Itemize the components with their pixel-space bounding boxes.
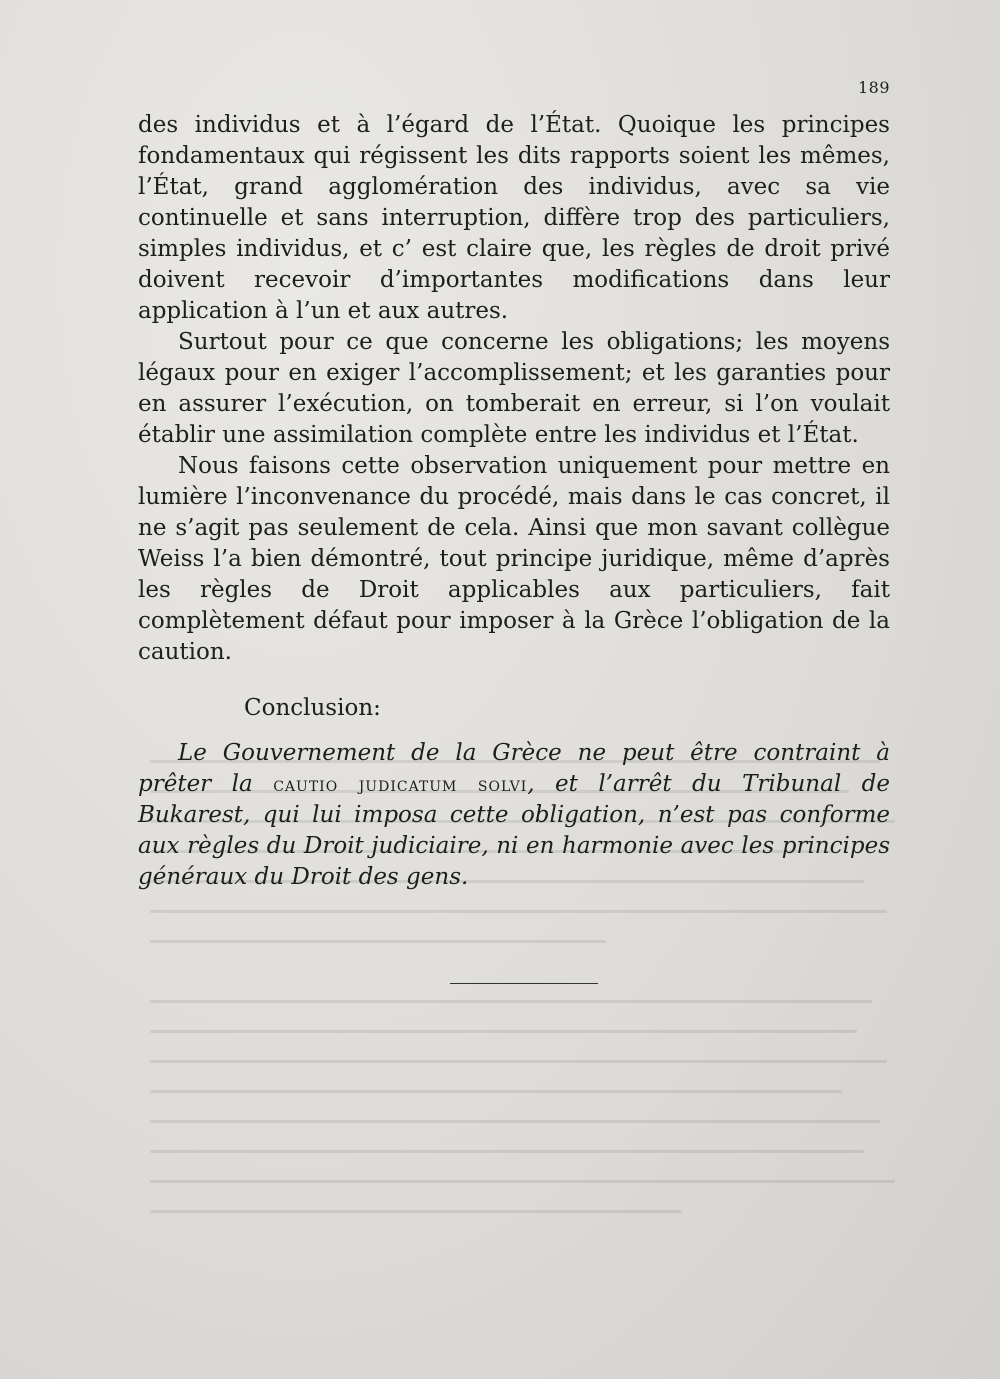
paragraph-3: Nous faisons cette observation uniquement pour mettre en lumière l’inconvenance du procédé, mais dans le cas concret, il ne s’agit pas seulement de cela. Ainsi que mon savant collègue Weiss l’a bien démontré, tout principe juridique, même d’après les règles de Droit applicables aux particuliers, fait complètement défaut pour imposer à la Grèce l’obligation de la caution. [138,453,890,665]
conclusion-paragraph [138,738,890,893]
paragraph-1: des individus et à l’égard de l’État. Quoique les principes fondamentaux qui régissent les dits rapports soient les mêmes, l’État, grand agglomération des individus, avec sa vie continuelle et sans interruption, diffère trop des particuliers, simples individus, et c’ est claire que, les règles de droit privé doivent recevoir d’importantes modifications dans leur application à l’un et aux autres. [138,112,890,324]
conclusion-text-end: , et l’arrêt du Tribunal de Bukarest, qui lui imposa cette obligation, n’est pas conforme aux règles du Droit judiciaire, ni en harmonie avec les principes généraux du Droit des gens. [138,771,890,890]
conclusion-text-start: Le Gouvernement de la Grèce ne peut être contraint à prêter la [138,740,890,797]
body-text [138,110,890,893]
section-divider [450,983,598,984]
page-number: 189 [857,78,890,97]
section-heading: Conclusion: [244,695,381,721]
paragraph-2: Surtout pour ce que concerne les obligations; les moyens légaux pour en exiger l’accomplissement; et les garanties pour en assurer l’exécution, on tomberait en erreur, si l’on voulait établir une assimilation complète entre les individus et l’État. [138,329,890,448]
conclusion-latin-phrase: cautio judicatum solvi [273,772,528,796]
